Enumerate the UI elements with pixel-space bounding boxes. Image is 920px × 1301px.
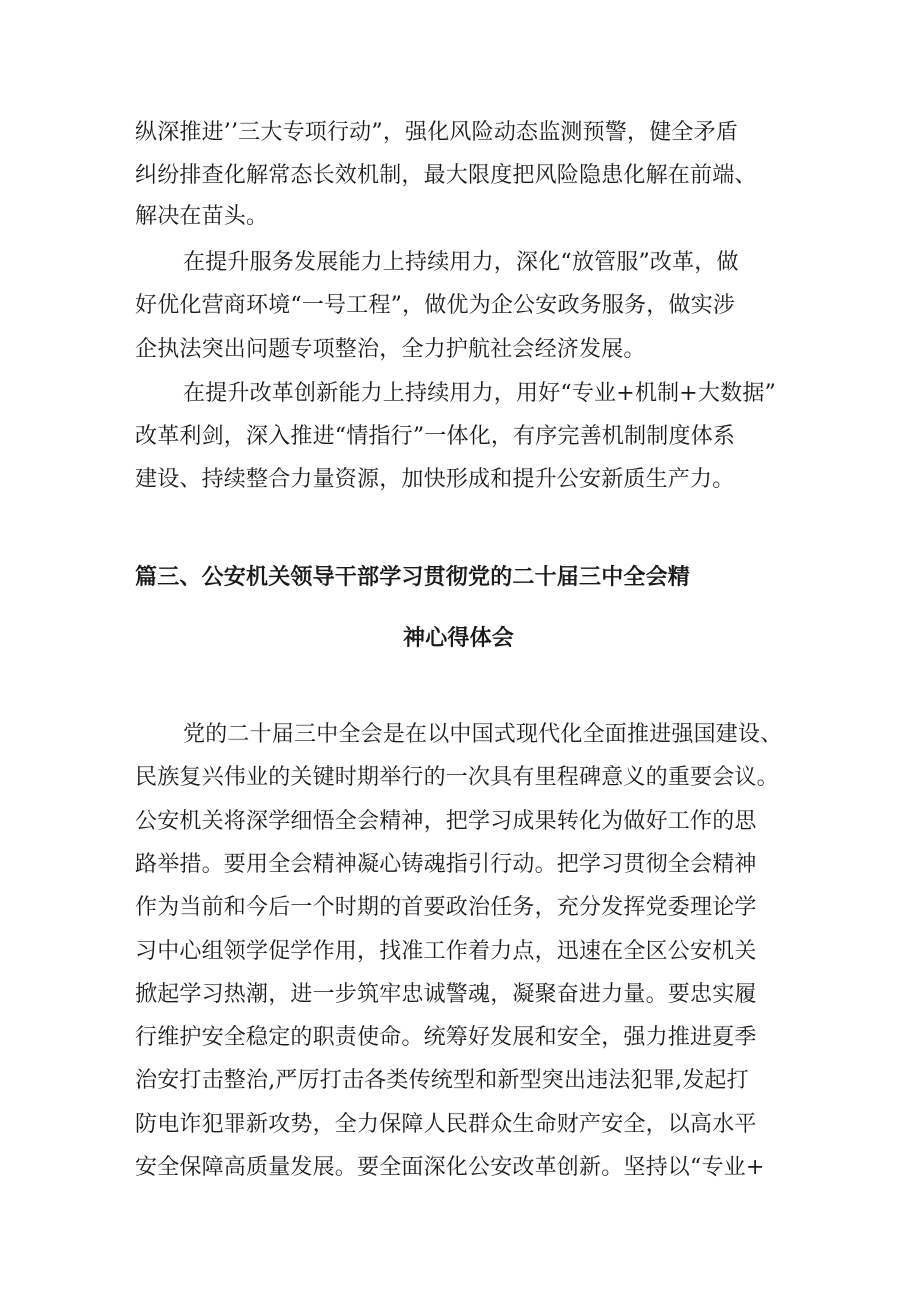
text-line: 公安机关将深学细悟全会精神，把学习成果转化为做好工作的思 bbox=[135, 809, 757, 834]
text-line: 在提升改革创新能力上持续用力，用好“专业+机制+大数据” bbox=[183, 381, 776, 406]
text-line: 改革利剑，深入推进“情指行”一体化，有序完善机制制度体系 bbox=[135, 424, 736, 449]
text-line: 纠纷排查化解常态长效机制，最大限度把风险隐患化解在前端、 bbox=[135, 163, 757, 188]
text-line: 路举措。要用全会精神凝心铸魂指引行动。把学习贯彻全会精神 bbox=[135, 852, 757, 877]
text-line: 治安打击整治,严厉打击各类传统型和新型突出违法犯罪,发起打 bbox=[135, 1068, 749, 1093]
text-line: 解决在苗头。 bbox=[135, 204, 269, 229]
text-line: 行维护安全稳定的职责使命。统筹好发展和安全，强力推进夏季 bbox=[135, 1025, 757, 1050]
text-line: 企执法突出问题专项整治，全力护航社会经济发展。 bbox=[135, 337, 646, 362]
text-line: 掀起学习热潮，进一步筑牢忠诚警魂，凝聚奋进力量。要忠实履 bbox=[135, 982, 757, 1007]
text-line: 作为当前和今后一个时期的首要政治任务，充分发挥党委理论学 bbox=[135, 895, 757, 920]
text-line: 在提升服务发展能力上持续用力，深化“放管服”改革，做 bbox=[183, 250, 739, 275]
text-line: 党的二十届三中全会是在以中国式现代化全面推进强国建设、 bbox=[183, 722, 783, 747]
text-line: 建设、持续整合力量资源，加快形成和提升公安新质生产力。 bbox=[135, 467, 735, 492]
text-line: 安全保障高质量发展。要全面深化公安改革创新。坚持以“专业+ bbox=[135, 1155, 765, 1180]
text-line: 纵深推进’’三大专项行动”，强化风险动态监测预警，健全矛盾 bbox=[135, 120, 739, 145]
text-line: 习中心组领学促学作用，找准工作着力点，迅速在全区公安机关 bbox=[135, 939, 757, 964]
text-line: 好优化营商环境“一号工程”，做优为企公安政务服务，做实涉 bbox=[135, 293, 736, 318]
text-line: 民族复兴伟业的关键时期举行的一次具有里程碑意义的重要会议。 bbox=[135, 765, 779, 790]
text-line: 防电诈犯罪新攻势，全力保障人民群众生命财产安全，以高水平 bbox=[135, 1112, 757, 1137]
section-heading-line: 神心得体会 bbox=[403, 626, 515, 651]
section-heading-line: 篇三、公安机关领导干部学习贯彻党的二十届三中全会精 bbox=[135, 565, 691, 590]
